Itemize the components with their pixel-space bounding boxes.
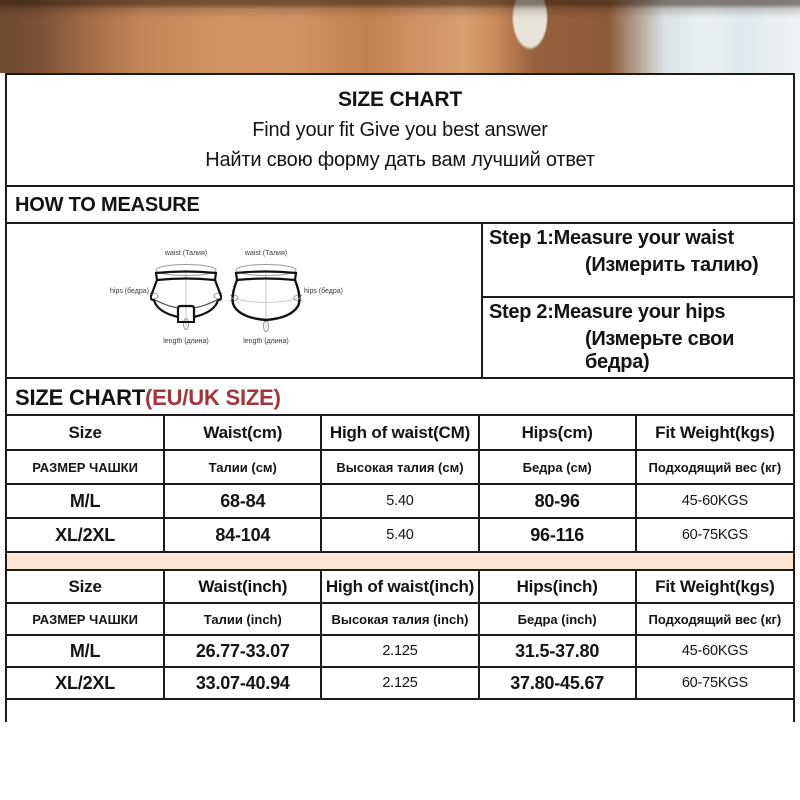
cell-waist: 26.77-33.07: [164, 635, 321, 667]
col-header: High of waist(CM): [321, 416, 478, 450]
product-photo-top: [0, 0, 800, 73]
size-chart-heading-black: SIZE CHART: [15, 385, 146, 410]
col-header: Hips(inch): [479, 571, 636, 603]
cell-high-of-waist: 2.125: [321, 635, 478, 667]
size-table-inch: [7, 571, 793, 700]
size-chart-heading-red: (EU/UK SIZE): [145, 385, 281, 410]
table-inch-header-en: [7, 571, 793, 603]
size-table-cm: [7, 416, 793, 553]
size-chart-heading: [7, 379, 793, 416]
table-row: [7, 484, 793, 518]
cell-waist: 68-84: [164, 484, 321, 518]
length-label-front: length (длина): [163, 338, 209, 345]
cell-weight: 60-75KGS: [636, 518, 793, 552]
step-1-text-ru: (Измерить талию): [585, 254, 759, 276]
col-header-ru: Высокая талия (см): [321, 450, 478, 484]
size-chart-panel: [5, 73, 795, 722]
table-row: [7, 518, 793, 552]
separator-band: [7, 553, 793, 571]
col-header: Size: [7, 416, 164, 450]
cell-waist: 33.07-40.94: [164, 667, 321, 699]
cell-hips: 80-96: [479, 484, 636, 518]
subtitle-ru: Найти свою форму дать вам лучший ответ: [205, 149, 595, 171]
panel-bottom-gap: [0, 722, 800, 737]
page-title: SIZE CHART: [337, 88, 462, 111]
waist-label-back: waist (Талия): [244, 250, 288, 257]
cell-high-of-waist: 5.40: [321, 518, 478, 552]
cell-weight: 45-60KGS: [636, 484, 793, 518]
step-2: [483, 296, 793, 377]
col-header-ru: Талии (inch): [164, 603, 321, 635]
step-1: [483, 224, 793, 296]
step-1-text-en: Step 1:Measure your waist: [489, 227, 734, 249]
col-header-ru: Подходящий вес (кг): [636, 450, 793, 484]
table-row: [7, 635, 793, 667]
col-header-ru: РАЗМЕР ЧАШКИ: [7, 450, 164, 484]
step-2-text-en: Step 2:Measure your hips: [489, 301, 726, 323]
col-header: Fit Weight(kgs): [636, 416, 793, 450]
subtitle-en: Find your fit Give you best answer: [252, 119, 548, 141]
hips-label-left: hips (бедра): [110, 288, 149, 295]
cell-hips: 31.5-37.80: [479, 635, 636, 667]
cell-weight: 45-60KGS: [636, 635, 793, 667]
col-header-ru: Бедра (inch): [479, 603, 636, 635]
hips-label-right: hips (бедра): [304, 288, 343, 295]
col-header: High of waist(inch): [321, 571, 478, 603]
col-header: Waist(inch): [164, 571, 321, 603]
col-header-ru: Подходящий вес (кг): [636, 603, 793, 635]
cell-size: M/L: [7, 635, 164, 667]
how-to-measure-heading: HOW TO MEASURE: [7, 187, 793, 224]
cell-size: XL/2XL: [7, 518, 164, 552]
step-2-text-ru: (Измерьте свои бедра): [585, 328, 735, 373]
cell-high-of-waist: 5.40: [321, 484, 478, 518]
col-header-ru: Талии (см): [164, 450, 321, 484]
measure-section: [7, 224, 793, 379]
table-cm-header-ru: [7, 450, 793, 484]
title-block: [7, 75, 793, 187]
length-label-back: length (длина): [243, 338, 289, 345]
col-header-ru: РАЗМЕР ЧАШКИ: [7, 603, 164, 635]
waist-label-front: waist (Талия): [164, 250, 208, 257]
cell-size: XL/2XL: [7, 667, 164, 699]
col-header: Hips(cm): [479, 416, 636, 450]
cell-waist: 84-104: [164, 518, 321, 552]
panties-back-diagram: [230, 260, 302, 336]
table-row: [7, 667, 793, 699]
col-header: Size: [7, 571, 164, 603]
table-inch-header-ru: [7, 603, 793, 635]
table-cm-header-en: [7, 416, 793, 450]
panties-front-diagram: [150, 260, 222, 336]
cell-hips: 96-116: [479, 518, 636, 552]
cell-high-of-waist: 2.125: [321, 667, 478, 699]
cell-hips: 37.80-45.67: [479, 667, 636, 699]
measure-diagrams: [7, 224, 481, 377]
measure-steps: [481, 224, 793, 377]
col-header-ru: Высокая талия (inch): [321, 603, 478, 635]
col-header: Waist(cm): [164, 416, 321, 450]
cell-weight: 60-75KGS: [636, 667, 793, 699]
col-header: Fit Weight(kgs): [636, 571, 793, 603]
cell-size: M/L: [7, 484, 164, 518]
col-header-ru: Бедра (см): [479, 450, 636, 484]
